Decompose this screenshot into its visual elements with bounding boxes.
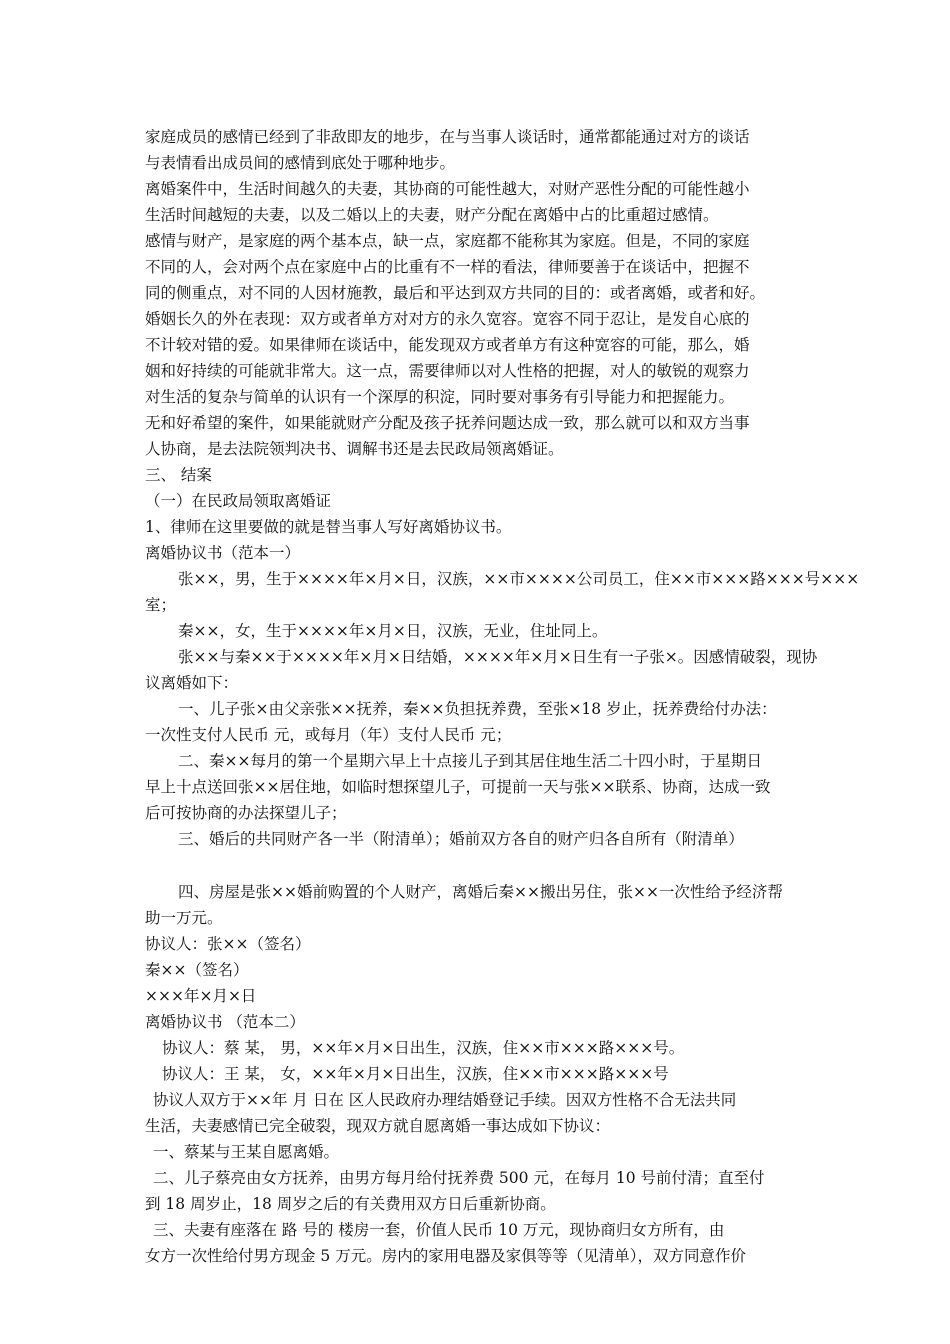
text-line: 协议人：蔡 某， 男，××年×月×日出生，汉族，住××市×××路×××号。 [162, 1039, 685, 1057]
text-line: 后可按协商的办法探望儿子； [145, 804, 347, 822]
text-line: 同的侧重点，对不同的人因材施教，最后和平达到双方共同的目的：或者离婚，或者和好。 [145, 284, 766, 302]
text-line: 婚姻长久的外在表现：双方或者单方对对方的永久宽容。宽容不同于忍让，是发自心底的 [145, 310, 750, 328]
text-line: 二、秦××每月的第一个星期六早上十点接儿子到其居住地生活二十四小时，于星期日 [178, 752, 762, 770]
text-line: 协议人：王 某， 女，××年×月×日出生，汉族，住××市×××路×××号 [162, 1065, 669, 1083]
text-line: 不同的人，会对两个点在家庭中占的比重有不一样的看法，律师要善于在谈话中，把握不 [145, 258, 750, 276]
text-line: 一、儿子张×由父亲张××抚养，秦××负担抚养费，至张×18 岁止，抚养费给付办法： [178, 700, 777, 718]
text-line: 张××与秦××于××××年×月×日结婚，××××年×月×日生有一子张×。因感情破裂，现协 [178, 648, 818, 666]
agreement-title-2: 离婚协议书 （范本二） [145, 1013, 305, 1031]
text-line: 与表情看出成员间的感情到底处于哪种地步。 [145, 154, 456, 172]
text-line: 姻和好持续的可能就非常大。这一点，需要律师以对人性格的把握，对人的敏锐的观察力 [145, 362, 750, 380]
text-line: 协议人双方于××年 月 日在 区人民政府办理结婚登记手续。因双方性格不合无法共同 [153, 1091, 737, 1109]
text-line: 对生活的复杂与简单的认识有一个深厚的积淀，同时要对事务有引导能力和把握能力。 [145, 388, 735, 406]
text-line: 室； [145, 596, 177, 614]
text-line: 家庭成员的感情已经到了非敌即友的地步，在与当事人谈话时，通常都能通过对方的谈话 [145, 128, 750, 146]
text-line: 四、房屋是张××婚前购置的个人财产，离婚后秦××搬出另住，张××一次性给予经济帮 [178, 883, 783, 901]
text-line: 三、夫妻有座落在 路 号的 楼房一套，价值人民币 10 万元，现协商归女方所有，由 [153, 1221, 725, 1239]
text-line: 生活时间越短的夫妻，以及二婚以上的夫妻，财产分配在离婚中占的比重超过感情。 [145, 206, 719, 224]
text-line: 二、儿子蔡亮由女方抚养，由男方每月给付抚养费 500 元，在每月 10 号前付清；直至付 [153, 1169, 765, 1187]
signature-line: 秦××（签名） [145, 961, 249, 979]
text-line: 一、蔡某与王某自愿离婚。 [153, 1143, 340, 1161]
subsection-heading: （一）在民政局领取离婚证 [145, 492, 332, 510]
text-line: 女方一次性给付男方现金 5 万元。房内的家用电器及家俱等等（见清单），双方同意作价 [145, 1247, 746, 1265]
text-line: 不计较对错的爱。如果律师在谈话中，能发现双方或者单方有这种宽容的可能，那么，婚 [145, 336, 750, 354]
text-line: 助一万元。 [145, 909, 223, 927]
text-line: 到 18 周岁止，18 周岁之后的有关费用双方日后重新协商。 [145, 1195, 556, 1213]
text-line: 三、婚后的共同财产各一半（附清单）；婚前双方各自的财产归各自所有（附清单） [178, 830, 744, 848]
text-line: 议离婚如下： [145, 674, 239, 692]
date-line: ×××年×月×日 [145, 987, 257, 1005]
text-line: 离婚案件中，生活时间越久的夫妻，其协商的可能性越大，对财产恶性分配的可能性越小 [145, 180, 750, 198]
text-line: 人协商，是去法院领判决书、调解书还是去民政局领离婚证。 [145, 440, 564, 458]
agreement-title-1: 离婚协议书（范本一） [145, 544, 301, 562]
text-line: 无和好希望的案件，如果能就财产分配及孩子抚养问题达成一致，那么就可以和双方当事 [145, 414, 750, 432]
section-heading: 三、 结案 [145, 466, 212, 484]
text-line: 感情与财产，是家庭的两个基本点，缺一点，家庭都不能称其为家庭。但是，不同的家庭 [145, 232, 750, 250]
text-line: 张××，男，生于××××年×月×日，汉族，××市××××公司员工，住××市×××路×××号××× [178, 570, 860, 588]
text-line: 早上十点送回张××居住地，如临时想探望儿子，可提前一天与张××联系、协商，达成一致 [145, 778, 771, 796]
text-line: 生活，夫妻感情已完全破裂，现双方就自愿离婚一事达成如下协议： [145, 1117, 611, 1135]
signature-line: 协议人：张××（签名） [145, 935, 311, 953]
text-line: 一次性支付人民币 元，或每月（年）支付人民币 元； [145, 726, 512, 744]
text-line: 秦××，女，生于××××年×月×日，汉族，无业，住址同上。 [178, 622, 608, 640]
text-line: 1、律师在这里要做的就是替当事人写好离婚协议书。 [145, 518, 512, 536]
